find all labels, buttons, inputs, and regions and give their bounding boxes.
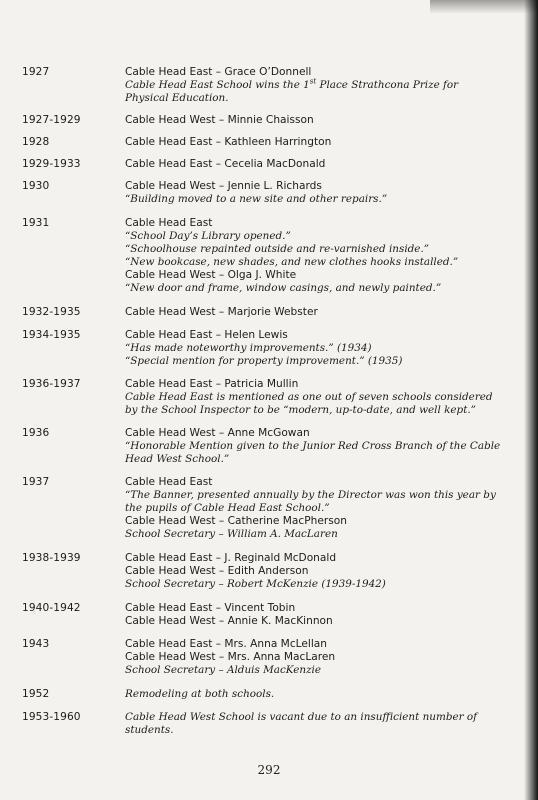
entry-teacher: Cable Head East – Patricia Mullin (125, 378, 299, 390)
entry-teacher: Cable Head West – Jennie L. Richards (125, 180, 322, 192)
entry-note: Remodeling at both schools. (125, 688, 275, 700)
entry-teacher: Cable Head West – Edith Anderson (125, 565, 309, 577)
entry-note: Cable Head East School wins the 1st Place Strathcona Prize for Physical Education. (125, 77, 459, 104)
timeline-entry (22, 378, 502, 417)
entry-teacher: Cable Head East – J. Reginald McDonald (125, 552, 337, 564)
timeline-entry (22, 217, 502, 295)
entry-details (125, 158, 502, 171)
entry-note: “New bookcase, new shades, and new clothes hooks installed.” (125, 256, 459, 268)
timeline-entry (22, 158, 502, 171)
entry-year: 1952 (22, 688, 50, 700)
timeline-entry (22, 114, 502, 127)
timeline-entry (22, 711, 502, 737)
entry-year: 1931 (22, 217, 50, 229)
entry-year: 1940-1942 (22, 602, 81, 614)
entry-year: 1937 (22, 476, 50, 488)
entry-teacher: Cable Head East – Helen Lewis (125, 329, 288, 341)
entry-details (125, 180, 502, 206)
timeline-entry (22, 602, 502, 628)
entry-year: 1936 (22, 427, 50, 439)
timeline-entry (22, 476, 502, 541)
timeline-list (22, 56, 502, 737)
entry-details (125, 711, 502, 737)
page-edge-shadow-top (430, 0, 538, 14)
entry-note: Cable Head West School is vacant due to an insufficient number of students. (125, 711, 478, 736)
entry-note: “Building moved to a new site and other repairs.” (125, 193, 388, 205)
entry-teacher: Cable Head East – Mrs. Anna McLellan (125, 638, 327, 650)
entry-teacher: Cable Head West – Mrs. Anna MacLaren (125, 651, 336, 663)
entry-year: 1934-1935 (22, 329, 81, 341)
entry-note: “Has made noteworthy improvements.” (1934) (125, 342, 372, 354)
entry-note: School Secretary – Robert McKenzie (1939-1942) (125, 578, 386, 590)
timeline-entry (22, 66, 502, 105)
entry-note: Cable Head East is mentioned as one out of seven schools considered by the School Inspector to be “modern, up-to-date, and well kept.” (125, 391, 493, 416)
entry-details (125, 688, 502, 701)
entry-note: “Special mention for property improvement.” (1935) (125, 355, 403, 367)
entry-teacher: Cable Head West – Annie K. MacKinnon (125, 615, 333, 627)
entry-year: 1930 (22, 180, 50, 192)
timeline-entry (22, 427, 502, 466)
entry-teacher: Cable Head East – Cecelia MacDonald (125, 158, 326, 170)
timeline-entry (22, 180, 502, 206)
entry-year: 1927 (22, 66, 50, 78)
entry-details (125, 329, 502, 368)
entry-details (125, 136, 502, 149)
entry-details (125, 476, 502, 541)
entry-teacher: Cable Head East – Kathleen Harrington (125, 136, 332, 148)
entry-teacher: Cable Head West – Olga J. White (125, 269, 297, 281)
entry-year: 1953-1960 (22, 711, 81, 723)
entry-year: 1928 (22, 136, 50, 148)
entry-year: 1943 (22, 638, 50, 650)
entry-details (125, 66, 502, 105)
entry-details (125, 306, 502, 319)
entry-details (125, 602, 502, 628)
entry-note: “Schoolhouse repainted outside and re-varnished inside.” (125, 243, 430, 255)
entry-note: School Secretary – Alduis MacKenzie (125, 664, 322, 676)
timeline-entry (22, 329, 502, 368)
entry-year: 1929-1933 (22, 158, 81, 170)
entry-note: “The Banner, presented annually by the Director was won this year by the pupils of Cable Head East School.” (125, 489, 496, 514)
entry-teacher: Cable Head East – Grace O’Donnell (125, 66, 312, 78)
entry-teacher: Cable Head West – Marjorie Webster (125, 306, 318, 318)
entry-details (125, 378, 502, 417)
entry-note: School Secretary – William A. MacLaren (125, 528, 338, 540)
entry-teacher: Cable Head West – Anne McGowan (125, 427, 310, 439)
entry-note: “New door and frame, window casings, and newly painted.” (125, 282, 442, 294)
entry-year: 1927-1929 (22, 114, 81, 126)
entry-details (125, 638, 502, 677)
entry-note: “Honorable Mention given to the Junior Red Cross Branch of the Cable Head West School.” (125, 440, 501, 465)
page-edge-shadow-right (524, 0, 538, 800)
entry-details (125, 114, 502, 127)
entry-year: 1932-1935 (22, 306, 81, 318)
entry-year: 1936-1937 (22, 378, 81, 390)
timeline-entry (22, 688, 502, 701)
page-number: 292 (257, 763, 281, 777)
entry-details (125, 217, 502, 295)
entry-teacher: Cable Head East – Vincent Tobin (125, 602, 296, 614)
timeline-entry (22, 136, 502, 149)
timeline-entry (22, 552, 502, 591)
entry-note: “School Day’s Library opened.” (125, 230, 291, 242)
entry-teacher: Cable Head West – Catherine MacPherson (125, 515, 347, 527)
timeline-entry (22, 306, 502, 319)
entry-teacher: Cable Head East (125, 476, 213, 488)
entry-details (125, 427, 502, 466)
timeline-entry (22, 638, 502, 677)
entry-year: 1938-1939 (22, 552, 81, 564)
entry-details (125, 552, 502, 591)
entry-teacher: Cable Head East (125, 217, 213, 229)
entry-teacher: Cable Head West – Minnie Chaisson (125, 114, 314, 126)
